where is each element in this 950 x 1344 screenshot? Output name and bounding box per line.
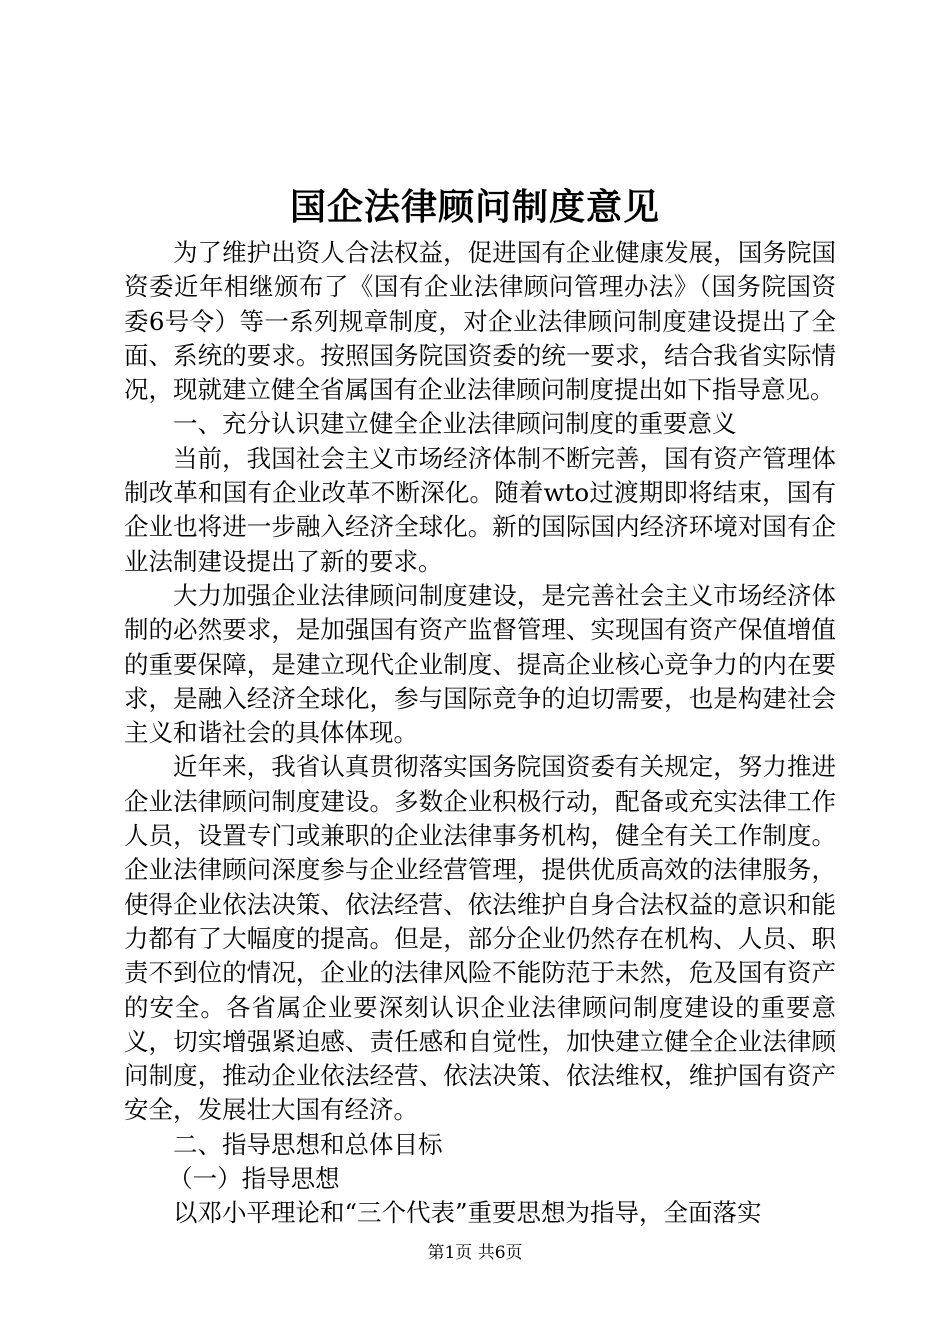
paragraph-current-situation: 当前，我国社会主义市场经济体制不断完善，国有资产管理体制改革和国有企业改革不断深化。随着wto过渡期即将结束，国有企业也将进一步融入经济全球化。新的国际国内经济环境对国有企业法制建设提出了新的要求。 bbox=[124, 443, 836, 576]
paragraph-significance: 大力加强企业法律顾问制度建设，是完善社会主义市场经济体制的必然要求，是加强国有资产监督管理、实现国有资产保值增值的重要保障，是建立现代企业制度、提高企业核心竞争力的内在要求，是融入经济全球化，参与国际竞争的迫切需要，也是构建社会主义和谐社会的具体体现。 bbox=[124, 580, 836, 748]
paragraph-guiding-ideology: 以邓小平理论和“三个代表”重要思想为指导，全面落实 bbox=[173, 1198, 762, 1228]
paragraph-intro: 为了维护出资人合法权益，促进国有企业健康发展，国务院国资委近年相继颁布了《国有企业法律顾问管理办法》（国务院国资委6号令）等一系列规章制度，对企业法律顾问制度建设提出了全面、系统的要求。按照国务院国资委的统一要求，结合我省实际情况，现就建立健全省属国有企业法律顾问制度提出如下指导意见。 bbox=[124, 238, 836, 405]
subsection-heading-1: （一）指导思想 bbox=[168, 1164, 340, 1194]
document-title: 国企法律顾问制度意见 bbox=[289, 186, 660, 228]
page-number: 第1页 共6页 bbox=[427, 1243, 523, 1263]
section-heading-2: 二、指导思想和总体目标 bbox=[173, 1129, 443, 1159]
section-heading-1: 一、充分认识建立健全企业法律顾问制度的重要意义 bbox=[173, 409, 737, 439]
paragraph-recent-years: 近年来，我省认真贯彻落实国务院国资委有关规定，努力推进企业法律顾问制度建设。多数企业积极行动，配备或充实法律工作人员，设置专门或兼职的企业法律事务机构，健全有关工作制度。企业法律顾问深度参与企业经营管理，提供优质高效的法律服务，使得企业依法决策、依法经营、依法维护自身合法权益的意识和能力都有了大幅度的提高。但是，部分企业仍然存在机构、人员、职责不到位的情况，企业的法律风险不能防范于未然，危及国有资产的安全。各省属企业要深刻认识企业法律顾问制度建设的重要意义，切实增强紧迫感、责任感和自觉性，加快建立健全企业法律顾问制度，推动企业依法经营、依法决策、依法维权，维护国有资产安全，发展壮大国有经济。 bbox=[124, 752, 836, 1125]
document-body bbox=[124, 236, 836, 1231]
